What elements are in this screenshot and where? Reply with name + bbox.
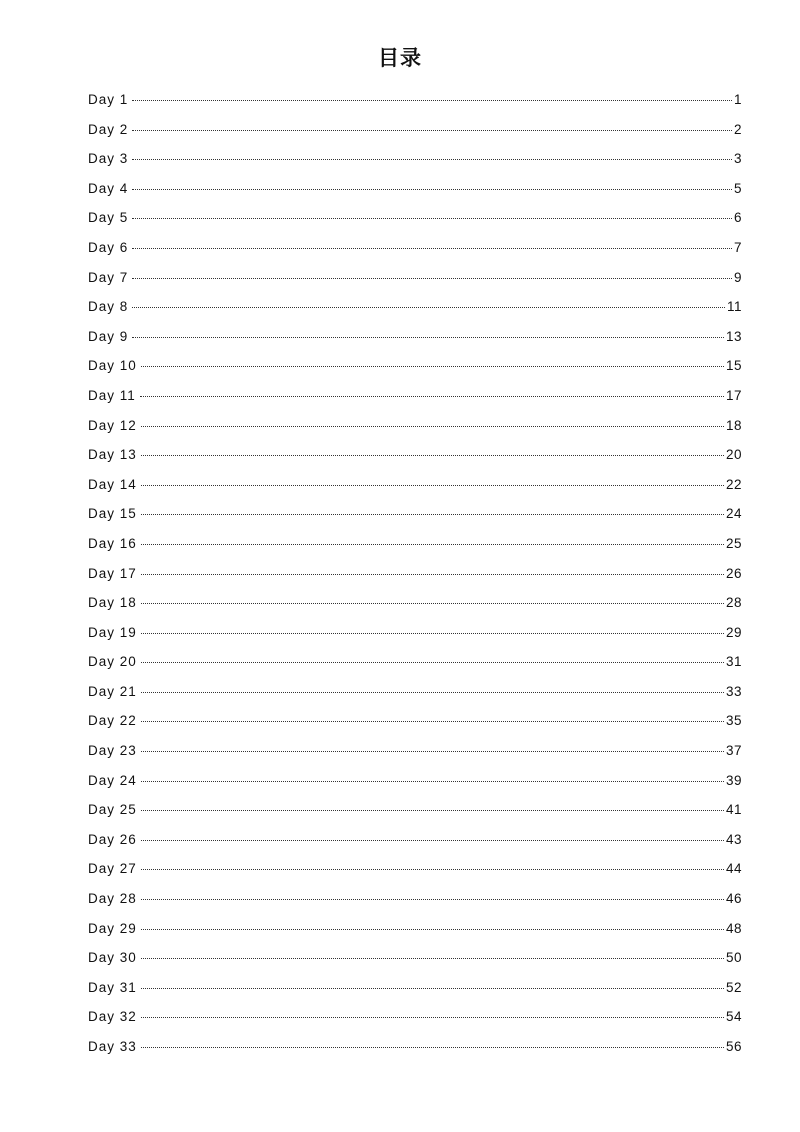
toc-entry-page-number: 15 bbox=[725, 358, 742, 374]
toc-entry-label: Day 2 bbox=[88, 121, 129, 137]
toc-entry-page-number: 39 bbox=[725, 772, 742, 788]
toc-entry-page-number: 56 bbox=[725, 1039, 742, 1054]
dot-leader bbox=[132, 337, 724, 338]
dot-leader bbox=[141, 544, 724, 545]
toc-entry[interactable] bbox=[88, 115, 742, 145]
toc-entry[interactable] bbox=[88, 1002, 742, 1032]
toc-entry[interactable] bbox=[88, 411, 742, 441]
toc-entry[interactable] bbox=[88, 351, 742, 381]
toc-entry-label: Day 13 bbox=[88, 447, 137, 463]
dot-leader bbox=[141, 988, 724, 989]
dot-leader bbox=[141, 662, 724, 663]
dot-leader bbox=[141, 1047, 724, 1048]
toc-entry-label: Day 28 bbox=[88, 891, 137, 907]
toc-entry-page-number: 29 bbox=[725, 624, 742, 640]
toc-entry[interactable] bbox=[88, 884, 742, 914]
toc-entry-label: Day 15 bbox=[88, 506, 137, 522]
toc-entry-page-number: 25 bbox=[725, 535, 742, 551]
toc-entry[interactable] bbox=[88, 381, 742, 411]
toc-entry-page-number: 50 bbox=[725, 950, 742, 966]
toc-entry-page-number: 7 bbox=[733, 239, 742, 255]
dot-leader bbox=[132, 100, 732, 101]
dot-leader bbox=[141, 426, 724, 427]
toc-entry-label: Day 9 bbox=[88, 328, 129, 344]
toc-entry-label: Day 19 bbox=[88, 624, 137, 640]
toc-entry-page-number: 1 bbox=[733, 92, 742, 107]
toc-entry-label: Day 32 bbox=[88, 1009, 137, 1025]
toc-entry[interactable] bbox=[88, 943, 742, 973]
toc-entry[interactable] bbox=[88, 588, 742, 618]
toc-entry-page-number: 31 bbox=[725, 654, 742, 670]
dot-leader bbox=[141, 366, 724, 367]
table-of-contents bbox=[88, 85, 742, 1062]
dot-leader bbox=[141, 514, 724, 515]
toc-entry-label: Day 30 bbox=[88, 950, 137, 966]
dot-leader bbox=[141, 751, 724, 752]
toc-entry[interactable] bbox=[88, 677, 742, 707]
toc-entry-label: Day 25 bbox=[88, 802, 137, 818]
toc-entry[interactable] bbox=[88, 559, 742, 589]
toc-entry-label: Day 18 bbox=[88, 595, 137, 611]
dot-leader bbox=[141, 899, 724, 900]
toc-entry[interactable] bbox=[88, 85, 742, 115]
toc-entry-page-number: 22 bbox=[725, 476, 742, 492]
toc-entry-page-number: 52 bbox=[725, 979, 742, 995]
toc-entry-label: Day 24 bbox=[88, 772, 137, 788]
toc-entry-page-number: 35 bbox=[725, 713, 742, 729]
dot-leader bbox=[141, 721, 724, 722]
toc-entry-label: Day 6 bbox=[88, 239, 129, 255]
toc-entry-page-number: 5 bbox=[733, 180, 742, 196]
toc-entry-page-number: 17 bbox=[725, 387, 742, 403]
toc-entry[interactable] bbox=[88, 499, 742, 529]
toc-entry-label: Day 29 bbox=[88, 920, 137, 936]
toc-entry[interactable] bbox=[88, 470, 742, 500]
toc-entry-label: Day 14 bbox=[88, 476, 137, 492]
toc-entry-page-number: 18 bbox=[725, 417, 742, 433]
dot-leader bbox=[132, 189, 732, 190]
toc-entry-page-number: 24 bbox=[725, 506, 742, 522]
toc-entry-label: Day 7 bbox=[88, 269, 129, 285]
toc-entry-label: Day 33 bbox=[88, 1039, 137, 1054]
toc-entry-page-number: 26 bbox=[725, 565, 742, 581]
toc-entry-label: Day 31 bbox=[88, 979, 137, 995]
toc-entry-page-number: 3 bbox=[733, 151, 742, 167]
toc-entry-label: Day 3 bbox=[88, 151, 129, 167]
dot-leader bbox=[132, 218, 732, 219]
toc-entry-page-number: 11 bbox=[726, 299, 742, 315]
dot-leader bbox=[141, 810, 724, 811]
dot-leader bbox=[132, 130, 732, 131]
toc-entry-label: Day 5 bbox=[88, 210, 129, 226]
dot-leader bbox=[141, 574, 724, 575]
toc-entry-label: Day 10 bbox=[88, 358, 137, 374]
toc-entry-label: Day 17 bbox=[88, 565, 137, 581]
toc-entry-page-number: 33 bbox=[725, 683, 742, 699]
dot-leader bbox=[141, 692, 724, 693]
toc-entry[interactable] bbox=[88, 618, 742, 648]
dot-leader bbox=[141, 781, 724, 782]
toc-entry-page-number: 20 bbox=[725, 447, 742, 463]
toc-entry[interactable] bbox=[88, 529, 742, 559]
dot-leader bbox=[141, 869, 724, 870]
toc-entry-page-number: 6 bbox=[733, 210, 742, 226]
dot-leader bbox=[141, 455, 724, 456]
toc-entry-label: Day 12 bbox=[88, 417, 137, 433]
toc-entry-page-number: 9 bbox=[733, 269, 742, 285]
dot-leader bbox=[132, 278, 732, 279]
toc-entry-label: Day 1 bbox=[88, 92, 129, 107]
toc-entry[interactable] bbox=[88, 1032, 742, 1062]
toc-entry[interactable] bbox=[88, 203, 742, 233]
toc-entry-label: Day 16 bbox=[88, 535, 137, 551]
dot-leader bbox=[141, 929, 724, 930]
dot-leader bbox=[141, 603, 724, 604]
toc-entry[interactable] bbox=[88, 322, 742, 352]
dot-leader bbox=[141, 958, 724, 959]
dot-leader bbox=[132, 159, 732, 160]
page-title: 目录 bbox=[378, 46, 422, 70]
toc-entry-label: Day 20 bbox=[88, 654, 137, 670]
toc-entry[interactable] bbox=[88, 973, 742, 1003]
toc-entry[interactable] bbox=[88, 263, 742, 293]
toc-entry-label: Day 4 bbox=[88, 180, 129, 196]
toc-entry-page-number: 44 bbox=[725, 861, 742, 877]
dot-leader bbox=[140, 396, 724, 397]
toc-entry[interactable] bbox=[88, 440, 742, 470]
toc-entry-page-number: 46 bbox=[725, 891, 742, 907]
toc-entry-page-number: 13 bbox=[725, 328, 742, 344]
toc-entry[interactable] bbox=[88, 854, 742, 884]
toc-entry-page-number: 43 bbox=[725, 831, 742, 847]
toc-entry-label: Day 22 bbox=[88, 713, 137, 729]
toc-entry[interactable] bbox=[88, 144, 742, 174]
toc-entry[interactable] bbox=[88, 795, 742, 825]
toc-entry-label: Day 21 bbox=[88, 683, 137, 699]
dot-leader bbox=[141, 1017, 724, 1018]
dot-leader bbox=[141, 485, 724, 486]
dot-leader bbox=[132, 307, 725, 308]
toc-entry-label: Day 23 bbox=[88, 743, 137, 759]
toc-entry-page-number: 2 bbox=[733, 121, 742, 137]
toc-entry-page-number: 37 bbox=[725, 743, 742, 759]
toc-entry-page-number: 41 bbox=[725, 802, 742, 818]
toc-entry[interactable] bbox=[88, 706, 742, 736]
toc-entry-label: Day 11 bbox=[88, 387, 136, 403]
dot-leader bbox=[132, 248, 732, 249]
toc-entry[interactable] bbox=[88, 647, 742, 677]
toc-entry-label: Day 26 bbox=[88, 831, 137, 847]
toc-entry-page-number: 48 bbox=[725, 920, 742, 936]
dot-leader bbox=[141, 840, 724, 841]
toc-entry-page-number: 28 bbox=[725, 595, 742, 611]
toc-entry[interactable] bbox=[88, 766, 742, 796]
toc-entry-page-number: 54 bbox=[725, 1009, 742, 1025]
toc-entry[interactable] bbox=[88, 914, 742, 944]
toc-entry[interactable] bbox=[88, 292, 742, 322]
toc-entry[interactable] bbox=[88, 736, 742, 766]
toc-entry[interactable] bbox=[88, 825, 742, 855]
toc-entry[interactable] bbox=[88, 174, 742, 204]
dot-leader bbox=[141, 633, 724, 634]
toc-entry[interactable] bbox=[88, 233, 742, 263]
toc-entry-label: Day 8 bbox=[88, 299, 129, 315]
toc-entry-label: Day 27 bbox=[88, 861, 137, 877]
